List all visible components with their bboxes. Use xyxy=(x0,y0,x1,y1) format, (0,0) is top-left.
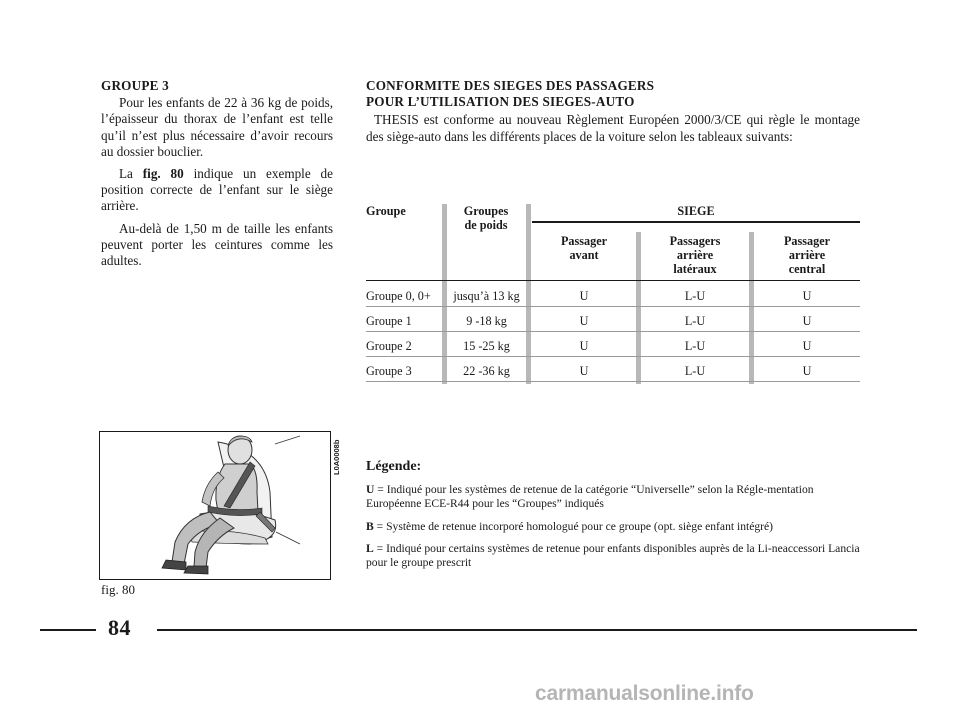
right-column xyxy=(366,78,860,145)
row2-avant: U xyxy=(579,314,589,328)
header-lateraux-line3: latéraux xyxy=(673,262,717,276)
row3-avant: U xyxy=(579,339,589,353)
row1-avant: U xyxy=(579,289,589,303)
header-central-line3: central xyxy=(788,262,826,276)
row4-central: U xyxy=(802,364,812,378)
header-central-line1: Passager xyxy=(783,234,831,248)
page-number: 84 xyxy=(108,615,131,640)
row4-groupe: Groupe 3 xyxy=(366,364,412,378)
siege-underline xyxy=(532,221,860,223)
footer-rule-left xyxy=(40,629,96,631)
watermark: carmanualsonline.info xyxy=(535,682,754,705)
header-bottom-rule xyxy=(366,280,860,281)
child-seat-illustration xyxy=(100,432,330,579)
fig-reference: fig. 80 xyxy=(142,166,184,182)
row2-central: U xyxy=(802,314,812,328)
header-avant-line1: Passager xyxy=(560,234,608,248)
header-lateraux-line1: Passagers xyxy=(669,234,721,248)
row1-groupe: Groupe 0, 0+ xyxy=(366,289,431,303)
row1-lateraux: L-U xyxy=(684,289,706,303)
row3-lateraux: L-U xyxy=(684,339,706,353)
row3-poids: 15 -25 kg xyxy=(463,339,510,353)
group3-heading: GROUPE 3 xyxy=(101,78,169,93)
conformity-intro: THESIS est conforme au nouveau Règlement Européen 2000/3/CE qui règle le montage des siège-auto dans les différents places de la voiture selon les tableaux suivants: xyxy=(366,112,860,144)
legend-title: Légende: xyxy=(366,459,422,474)
table-divider xyxy=(526,204,531,384)
header-central-line2: arrière xyxy=(788,248,826,262)
conformity-heading-line2: POUR L’UTILISATION DES SIEGES-AUTO xyxy=(366,94,635,110)
row-separator xyxy=(366,331,860,332)
row1-poids: jusqu’à 13 kg xyxy=(453,289,520,303)
legend-u: U = Indiqué pour les systèmes de retenue de la catégorie “Universelle” selon la Régle-mentation Européenne ECE-R44 pour les “Groupes” indiqués xyxy=(366,483,814,511)
header-lateraux-line2: arrière xyxy=(676,248,714,262)
figure-child-seated-with-belt xyxy=(99,431,331,580)
header-poids-line1: Groupes xyxy=(463,204,509,218)
seat-conformity-table xyxy=(366,200,860,390)
row4-poids: 22 -36 kg xyxy=(463,364,510,378)
row4-avant: U xyxy=(579,364,589,378)
row2-groupe: Groupe 1 xyxy=(366,314,412,328)
row4-lateraux: L-U xyxy=(684,364,706,378)
row1-central: U xyxy=(802,289,812,303)
header-poids-line2: de poids xyxy=(464,218,508,232)
row-separator xyxy=(366,356,860,357)
header-avant-line2: avant xyxy=(569,248,599,262)
row3-central: U xyxy=(802,339,812,353)
row2-lateraux: L-U xyxy=(684,314,706,328)
legend xyxy=(366,460,860,578)
legend-b: B = Système de retenue incorporé homologué pour ce groupe (opt. siège enfant intégré) xyxy=(366,519,774,533)
row3-groupe: Groupe 2 xyxy=(366,339,412,353)
left-column xyxy=(101,78,333,275)
header-siege: SIEGE xyxy=(677,204,715,218)
row-separator xyxy=(366,306,860,307)
figure-caption: fig. 80 xyxy=(101,582,135,597)
legend-l: L = Indiqué pour certains systèmes de retenue pour enfants disponibles auprès de la Li-neaccessori Lancia pour le groupe prescrit xyxy=(366,541,860,570)
conformity-heading-line1: CONFORMITE DES SIEGES DES PASSAGERS xyxy=(366,78,655,93)
svg-text:L0A0008b: L0A0008b xyxy=(332,439,341,475)
row2-poids: 9 -18 kg xyxy=(466,314,507,328)
group3-paragraph-1: Pour les enfants de 22 à 36 kg de poids, l’épaisseur du thorax de l’enfant est telle qu’il n’est plus nécessaire d’avoir recours au dossier bouclier. xyxy=(101,95,333,159)
group3-paragraph-2: La fig. 80 indique un exemple de position correcte de l’enfant sur le siège arrière. xyxy=(101,166,333,214)
group3-paragraph-3: Au-delà de 1,50 m de taille les enfants peuvent porter les ceintures comme les adultes. xyxy=(101,220,333,269)
figure-code xyxy=(330,435,342,475)
header-groupe: Groupe xyxy=(366,204,406,218)
footer-rule-right xyxy=(157,629,917,631)
row-separator xyxy=(366,381,860,382)
